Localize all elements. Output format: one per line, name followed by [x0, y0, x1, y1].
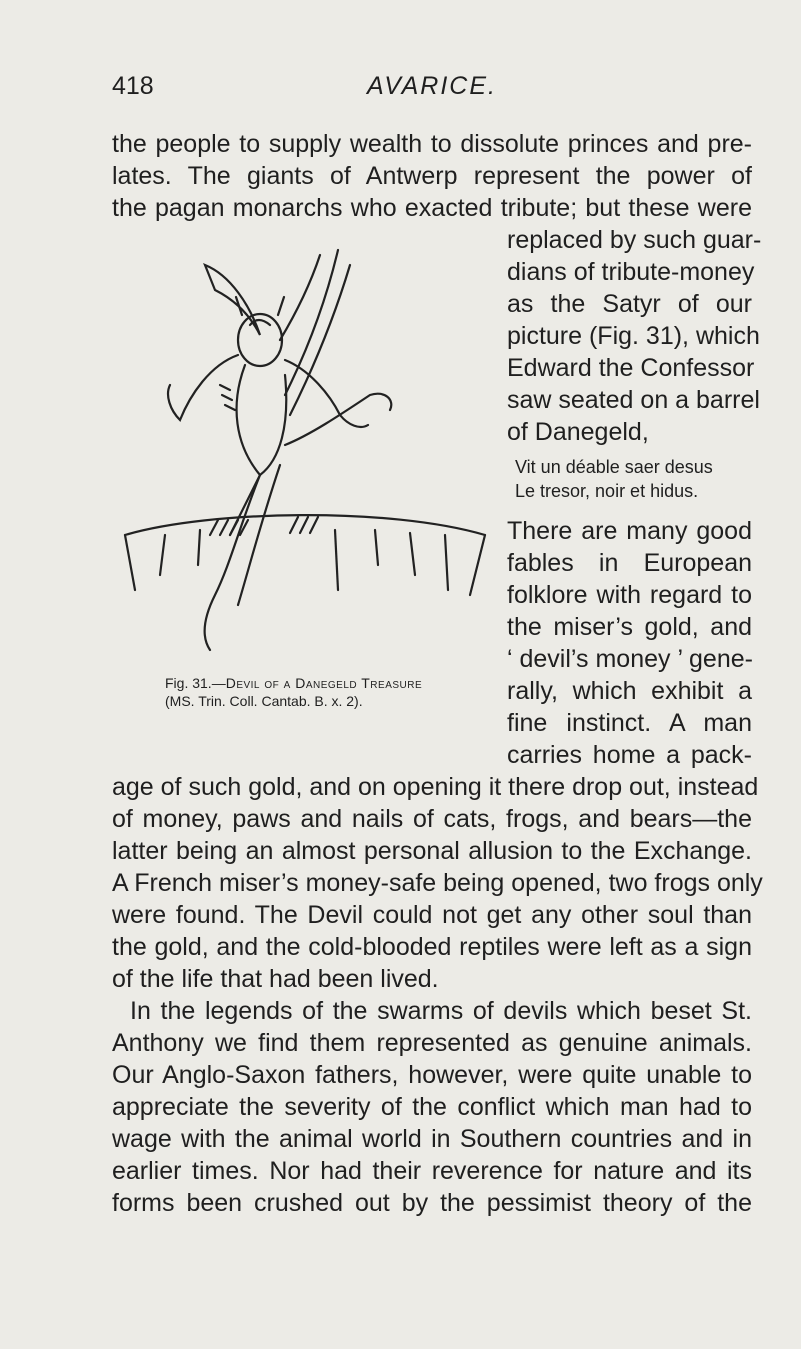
text-line: the people to supply wealth to dissolute princes and pre-: [112, 130, 752, 158]
figure-label: Fig. 31.—: [165, 675, 226, 691]
page-header: [112, 72, 752, 108]
text-line: age of such gold, and on opening it there drop out, instead: [112, 773, 759, 801]
text-line: the pagan monarchs who exacted tribute; but these were: [112, 194, 752, 222]
text-line: the gold, and the cold-blooded reptiles were left as a sign: [112, 933, 752, 961]
text-line: In the legends of the swarms of devils which beset St.: [130, 997, 752, 1025]
column-line: fables in European: [507, 549, 752, 577]
column-line: folklore with regard to: [507, 581, 752, 609]
text-line: earlier times. Nor had their reverence for nature and its: [112, 1157, 752, 1185]
column-line: picture (Fig. 31), which: [507, 322, 760, 350]
text-line: forms been crushed out by the pessimist theory of the: [112, 1189, 752, 1217]
text-line: latter being an almost personal allusion to the Exchange.: [112, 837, 752, 865]
figure-title: Devil of a Danegeld Treasure: [225, 675, 423, 691]
text-line: Anthony we find them represented as genuine animals.: [112, 1029, 752, 1057]
column-line: as the Satyr of our: [507, 290, 752, 318]
text-line: wage with the animal world in Southern countries and in: [112, 1125, 752, 1153]
column-line: Edward the Confessor: [507, 354, 755, 382]
text-line: of money, paws and nails of cats, frogs, and bears—the: [112, 805, 752, 833]
page-number: 418: [112, 72, 154, 100]
devil-on-barrel-illustration: [110, 245, 495, 665]
column-line: the miser’s gold, and: [507, 613, 752, 641]
verse-line: Le tresor, noir et hidus.: [515, 481, 699, 501]
column-line: ‘ devil’s money ’ gene-: [507, 645, 753, 673]
text-line: appreciate the severity of the conflict which man had to: [112, 1093, 752, 1121]
figure-caption: [165, 674, 422, 710]
text-line: A French miser’s money-safe being opened, two frogs only: [112, 869, 763, 897]
column-line: replaced by such guar-: [507, 226, 762, 254]
running-title: AVARICE.: [367, 72, 497, 100]
text-line: of the life that had been lived.: [112, 965, 439, 993]
column-line: carries home a pack-: [507, 741, 752, 769]
figure-source: (MS. Trin. Coll. Cantab. B. x. 2).: [165, 693, 363, 709]
text-line: were found. The Devil could not get any other soul than: [112, 901, 752, 929]
column-line: There are many good: [507, 517, 752, 545]
text-line: lates. The giants of Antwerp represent the power of: [112, 162, 752, 190]
column-line: fine instinct. A man: [507, 709, 752, 737]
verse-line: Vit un déable saer desus: [515, 457, 713, 477]
column-line: dians of tribute-money: [507, 258, 755, 286]
text-line: Our Anglo-Saxon fathers, however, were quite unable to: [112, 1061, 752, 1089]
column-line: saw seated on a barrel: [507, 386, 760, 414]
column-line: rally, which exhibit a: [507, 677, 752, 705]
column-line: of Danegeld,: [507, 418, 649, 446]
